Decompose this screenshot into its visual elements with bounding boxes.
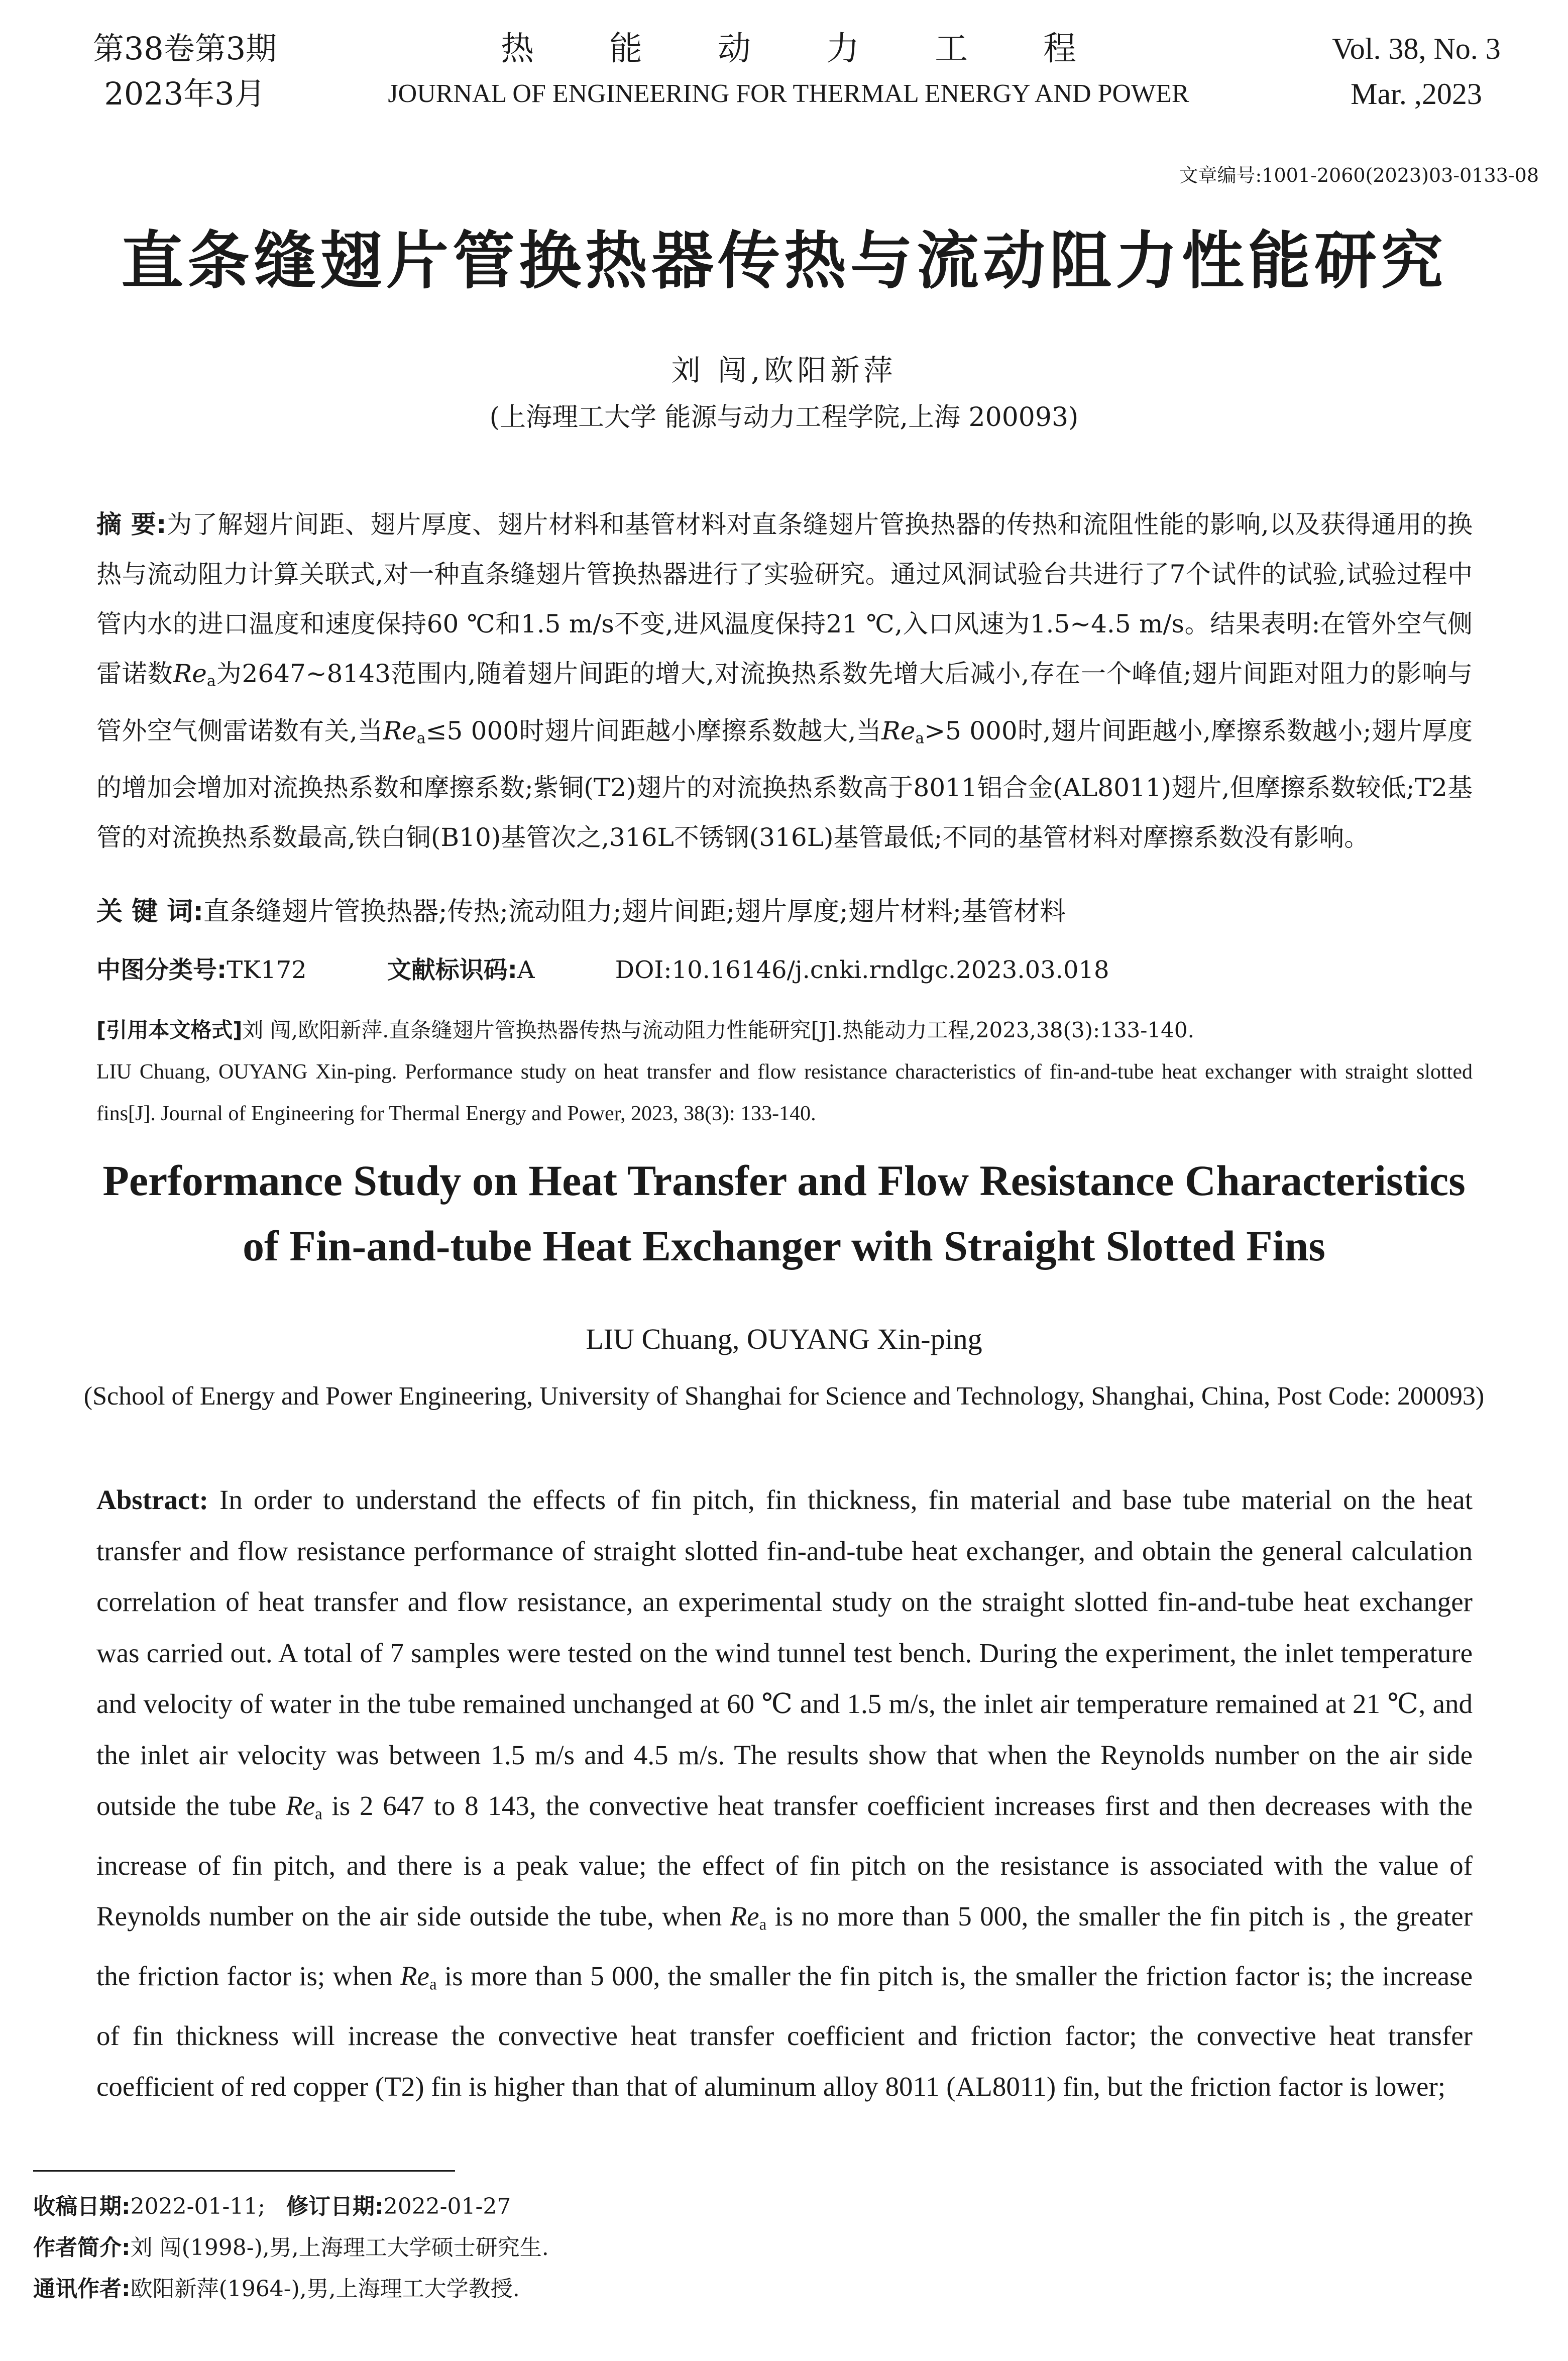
- affiliation-en: (School of Energy and Power Engineering, University of Shanghai for Science and Technology, Shanghai, China, Post Code: 200093): [83, 1382, 1485, 1411]
- authors-en: LIU Chuang, OUYANG Xin-ping: [586, 1323, 982, 1355]
- re-symbol: Re: [730, 1901, 759, 1932]
- citation-label: [引用本文格式]: [96, 1018, 243, 1042]
- footnote-divider: [33, 2170, 455, 2172]
- corresponding-label: 通讯作者:: [33, 2276, 131, 2302]
- re-subscript: a: [206, 672, 216, 690]
- re-symbol: Re: [881, 716, 916, 745]
- received-label: 收稿日期:: [33, 2194, 131, 2219]
- re-subscript: a: [315, 1805, 322, 1823]
- re-symbol: Re: [286, 1790, 315, 1821]
- article-number: 文章编号:1001-2060(2023)03-0133-08: [1179, 164, 1539, 186]
- abstract-en-text-4: is more than 5 000, the smaller the fin pitch is, the smaller the friction factor is; the increase of fin thickness will increase the convective heat transfer coefficient and friction factor; the convective heat transfer coefficient of red copper (T2) fin is higher than that of aluminum alloy 8011 (AL8011) fin, but the friction factor is lower;: [96, 1961, 1473, 2102]
- bio-label: 作者简介:: [33, 2235, 131, 2261]
- journal-issue-cn: [64, 26, 305, 117]
- authors-cn: 刘 闯,欧阳新萍: [671, 353, 897, 387]
- footnote-bio: [33, 2227, 1490, 2269]
- title-en-line-1: Performance Study on Heat Transfer and Flow Resistance Characteristics: [102, 1156, 1466, 1205]
- clc-value: TK172: [227, 956, 307, 984]
- abstract-cn-text-4: >5 000时,翅片间距越小,摩擦系数越小;翅片厚度的增加会增加对流换热系数和摩擦系数;紫铜(T2)翅片的对流换热系数高于8011铝合金(AL8011)翅片,但摩擦系数较低;T2基管的对流换热系数最高,铁白铜(B10)基管次之,316L不锈钢(316L)基管最低;不同的基管材料对摩擦系数没有影响。: [96, 716, 1473, 852]
- citation-cn: 刘 闯,欧阳新萍.直条缝翅片管换热器传热与流动阻力性能研究[J].热能动力工程,2023,38(3):133-140.: [242, 1018, 1194, 1042]
- doc-code-label: 文献标识码:: [387, 956, 517, 984]
- re-symbol: Re: [173, 659, 207, 688]
- corresponding-text: 欧阳新萍(1964-),男,上海理工大学教授.: [130, 2276, 520, 2302]
- bio-text: 刘 闯(1998-),男,上海理工大学硕士研究生.: [130, 2235, 549, 2261]
- clc-label: 中图分类号:: [96, 956, 227, 984]
- abstract-en-text-1: In order to understand the effects of fin pitch, fin thickness, fin material and base tube material on the heat transfer and flow resistance performance of straight slotted fin-and-tube heat exchanger, and obtain the general calculation correlation of heat transfer and flow resistance, an experimental study on the straight slotted fin-and-tube heat exchanger was carried out. A total of 7 samples were tested on the wind tunnel test bench. During the experiment, the inlet temperature and velocity of water in the tube remained unchanged at 60 ℃ and 1.5 m/s, the inlet air temperature remained at 21 ℃, and the inlet air velocity was between 1.5 m/s and 4.5 m/s. The results show that when the Reynolds number on the air side outside the tube: [96, 1484, 1473, 1821]
- received-date: 2022-01-11;: [130, 2194, 266, 2219]
- re-subscript: a: [429, 1975, 437, 1994]
- abstract-en: [96, 1474, 1473, 2112]
- date-cn: 2023年3月: [104, 75, 266, 112]
- doc-code-value: A: [517, 956, 535, 984]
- footnote-dates: [33, 2186, 1490, 2227]
- journal-name-en: JOURNAL OF ENGINEERING FOR THERMAL ENERGY AND POWER: [388, 79, 1189, 108]
- re-subscript: a: [915, 729, 925, 747]
- date-en: Mar. ,2023: [1351, 77, 1482, 111]
- abstract-cn-label: 摘 要:: [96, 510, 167, 539]
- affiliation-cn: (上海理工大学 能源与动力工程学院,上海 200093): [489, 402, 1079, 433]
- journal-name-cn: 热能动力工程: [501, 29, 1152, 68]
- abstract-cn-text-3: ≤5 000时翅片间距越小摩擦系数越大,当: [425, 716, 882, 745]
- re-symbol: Re: [400, 1961, 429, 1991]
- revised-label: 修订日期:: [286, 2194, 384, 2219]
- journal-name: [382, 26, 1195, 117]
- keywords-label: 关 键 词:: [96, 897, 204, 927]
- abstract-cn-text-1: 为了解翅片间距、翅片厚度、翅片材料和基管材料对直条缝翅片管换热器的传热和流阻性能的影响,以及获得通用的换热与流动阻力计算关联式,对一种直条缝翅片管换热器进行了实验研究。通过风洞试验台共进行了7个试件的试验,试验过程中管内水的进口温度和速度保持60 ℃和1.5 m/s不变,进风温度保持21 ℃,入口风速为1.5~4.5 m/s。结果表明:在管外空气侧雷诺数: [96, 510, 1473, 688]
- abstract-en-text-3: is no more than 5 000, the smaller the fin pitch is , the greater the friction factor is; when: [96, 1901, 1473, 1991]
- abstract-cn: [96, 500, 1473, 863]
- volume-issue-cn: 第38卷第3期: [92, 30, 277, 67]
- abstract-en-text-2: is 2 647 to 8 143, the convective heat transfer coefficient increases first and then decreases with the increase of fin pitch, and there is a peak value; the effect of fin pitch on the resistance is associated with the value of Reynolds number on the air side outside the tube, when: [96, 1790, 1473, 1932]
- abstract-cn-text-2: 为2647~8143范围内,随着翅片间距的增大,对流换热系数先增大后减小,存在一个峰值;翅片间距对阻力的影响与管外空气侧雷诺数有关,当: [96, 659, 1473, 745]
- re-subscript: a: [759, 1915, 767, 1934]
- footnote-corresponding: [33, 2269, 1490, 2310]
- abstract-en-label: Abstract:: [96, 1484, 208, 1515]
- volume-issue-en: Vol. 38, No. 3: [1332, 32, 1501, 65]
- re-subscript: a: [416, 729, 426, 747]
- footnotes: [33, 2186, 1490, 2310]
- title-en-line-2: of Fin-and-tube Heat Exchanger with Straight Slotted Fins: [243, 1222, 1325, 1270]
- citation: [96, 1010, 1473, 1134]
- citation-en: LIU Chuang, OUYANG Xin-ping. Performance study on heat transfer and flow resistance characteristics of fin-and-tube heat exchanger with straight slotted fins[J]. Journal of Engineering for Thermal Energy and Power, 2023, 38(3): 133-140.: [96, 1060, 1473, 1125]
- classification-line: [96, 947, 1473, 993]
- revised-date: 2022-01-27: [383, 2194, 511, 2219]
- re-symbol: Re: [383, 716, 417, 745]
- journal-issue-en: [1316, 26, 1517, 117]
- keywords: [96, 889, 1473, 934]
- keywords-text: 直条缝翅片管换热器;传热;流动阻力;翅片间距;翅片厚度;翅片材料;基管材料: [203, 897, 1066, 927]
- doi: DOI:10.16146/j.cnki.rndlgc.2023.03.018: [615, 956, 1109, 984]
- title-cn: 直条缝翅片管换热器传热与流动阻力性能研究: [121, 225, 1447, 297]
- title-en: [0, 1148, 1568, 1278]
